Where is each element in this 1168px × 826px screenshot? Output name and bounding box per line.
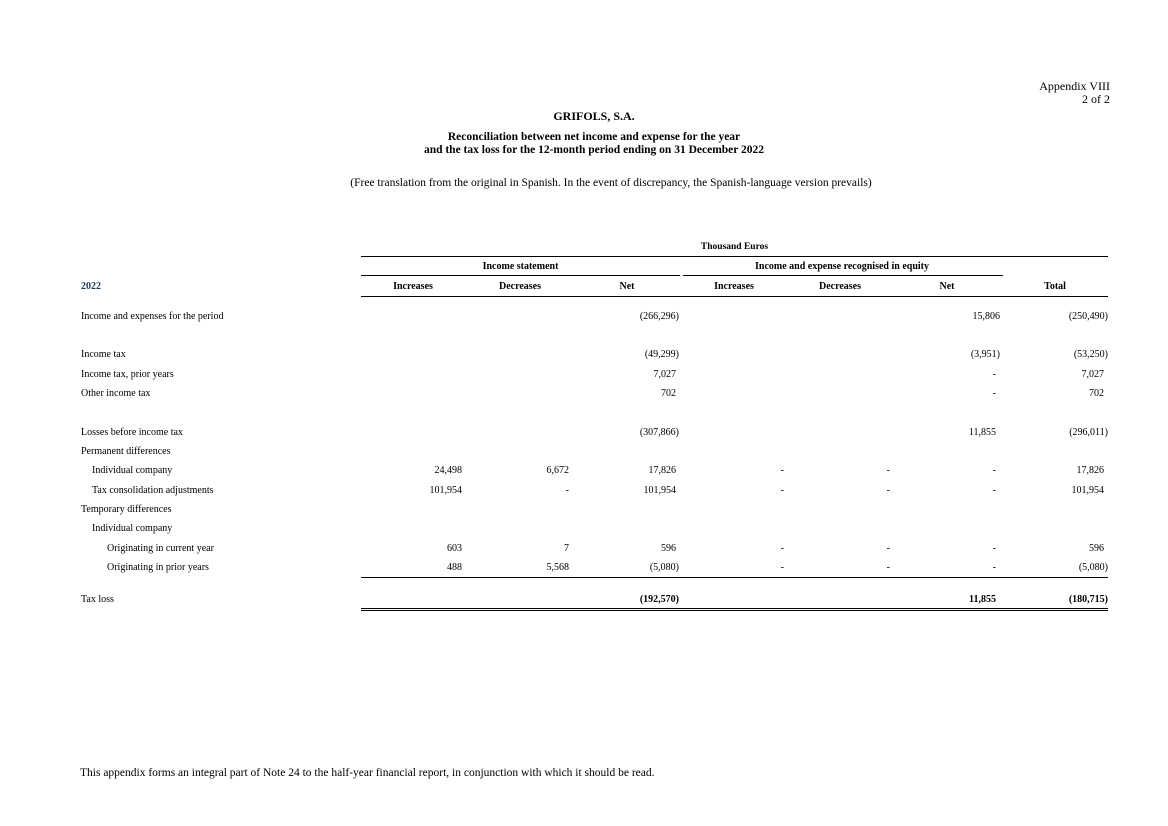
cell-total: 17,826 [1076, 465, 1104, 476]
report-title-line-2: and the tax loss for the 12-month period ending on 31 December 2022 [423, 144, 765, 156]
cell-equity-decreases: - [886, 562, 890, 573]
table-row [0, 388, 1168, 402]
cell-total: (296,011) [1069, 427, 1108, 438]
total-rule-2 [361, 610, 1108, 611]
cell-net: 101,954 [643, 485, 676, 496]
cell-equity-increases: - [780, 562, 784, 573]
col-header-equity-increases: Increases [714, 281, 754, 292]
table-row [0, 562, 1168, 576]
cell-equity-increases: - [780, 543, 784, 554]
cell-net: 596 [661, 543, 676, 554]
cell-total: (5,080) [1078, 562, 1108, 573]
cell-equity-net: - [992, 543, 996, 554]
cell-total: (180,715) [1068, 594, 1108, 605]
cell-total: 101,954 [1071, 485, 1104, 496]
cell-net: 17,826 [648, 465, 676, 476]
row-label: Individual company [92, 523, 173, 534]
table-row [0, 465, 1168, 479]
group-income-statement: Income statement [482, 261, 559, 272]
cell-equity-net: 11,855 [969, 594, 996, 605]
row-label: Other income tax [81, 388, 151, 399]
report-title [0, 131, 1168, 157]
cell-equity-net: - [992, 388, 996, 399]
cell-total: (250,490) [1068, 311, 1108, 322]
cell-net: (5,080) [649, 562, 679, 573]
row-label: Individual company [92, 465, 173, 476]
row-label: Permanent differences [81, 446, 171, 457]
cell-increases: 24,498 [434, 465, 462, 476]
report-title-line-1: Reconciliation between net income and expense for the year [447, 131, 741, 143]
col-header-equity-net: Net [939, 281, 955, 292]
group-rule-equity [683, 275, 1003, 276]
cell-net: 702 [661, 388, 676, 399]
row-label: Income tax, prior years [81, 369, 174, 380]
group-rule-income [361, 275, 680, 276]
header-rule-top [361, 256, 1108, 257]
cell-decreases: 7 [564, 543, 569, 554]
cell-equity-decreases: - [886, 485, 890, 496]
cell-decreases: - [565, 485, 569, 496]
row-label: Income tax [81, 349, 126, 360]
cell-total: 7,027 [1081, 369, 1104, 380]
cell-net: (192,570) [639, 594, 679, 605]
row-label: Losses before income tax [81, 427, 183, 438]
translation-note: (Free translation from the original in Spanish. In the event of discrepancy, the Spanish-language version prevails) [350, 177, 872, 189]
cell-equity-increases: - [780, 465, 784, 476]
table-row [0, 369, 1168, 383]
cell-net: (307,866) [639, 427, 679, 438]
table-row [0, 523, 1168, 537]
col-header-increases: Increases [393, 281, 433, 292]
appendix-header [1039, 80, 1110, 106]
cell-equity-net: 11,855 [968, 427, 996, 438]
table-row [0, 543, 1168, 557]
row-label: Income and expenses for the period [81, 311, 224, 322]
cell-total: (53,250) [1073, 349, 1108, 360]
row-label: Originating in current year [107, 543, 214, 554]
company-name: GRIFOLS, S.A. [553, 109, 635, 123]
cell-net: (266,296) [639, 311, 679, 322]
row-label: Tax loss [81, 594, 114, 605]
cell-equity-decreases: - [886, 543, 890, 554]
cell-equity-net: 15,806 [972, 311, 1000, 322]
cell-equity-net: - [992, 465, 996, 476]
cell-increases: 603 [447, 543, 462, 554]
table-row [0, 446, 1168, 460]
page-number: 2 of 2 [1082, 92, 1110, 106]
row-label: Originating in prior years [107, 562, 209, 573]
cell-increases: 488 [447, 562, 462, 573]
row-label: Temporary differences [81, 504, 172, 515]
col-header-total: Total [1044, 281, 1066, 292]
col-header-equity-decreases: Decreases [818, 281, 862, 292]
table-row [0, 427, 1168, 441]
cell-equity-net: - [992, 485, 996, 496]
cell-equity-decreases: - [886, 465, 890, 476]
cell-equity-net: - [992, 562, 996, 573]
cell-equity-net: (3,951) [970, 349, 1000, 360]
table-row [0, 504, 1168, 518]
cell-increases: 101,954 [429, 485, 462, 496]
cell-net: 7,027 [653, 369, 676, 380]
row-label: Tax consolidation adjustments [92, 485, 214, 496]
cell-total: 702 [1089, 388, 1104, 399]
cell-equity-net: - [992, 369, 996, 380]
cell-total: 596 [1089, 543, 1104, 554]
col-header-decreases: Decreases [498, 281, 542, 292]
table-row-total [0, 594, 1168, 608]
footer-note: This appendix forms an integral part of Note 24 to the half-year financial report, in conjunction with which it should be read. [80, 767, 655, 779]
cell-decreases: 6,672 [546, 465, 569, 476]
total-rule-1 [361, 608, 1108, 609]
subtotal-rule [361, 577, 1108, 578]
col-header-net: Net [619, 281, 635, 292]
unit-label: Thousand Euros [700, 242, 769, 252]
group-equity: Income and expense recognised in equity [755, 261, 929, 272]
year-label: 2022 [81, 281, 101, 292]
table-row [0, 311, 1168, 325]
cell-equity-increases: - [780, 485, 784, 496]
cell-decreases: 5,568 [546, 562, 569, 573]
table-row [0, 349, 1168, 363]
header-rule-bottom [361, 296, 1108, 297]
appendix-label: Appendix VIII [1039, 79, 1110, 93]
cell-net: (49,299) [644, 349, 679, 360]
table-row [0, 485, 1168, 499]
